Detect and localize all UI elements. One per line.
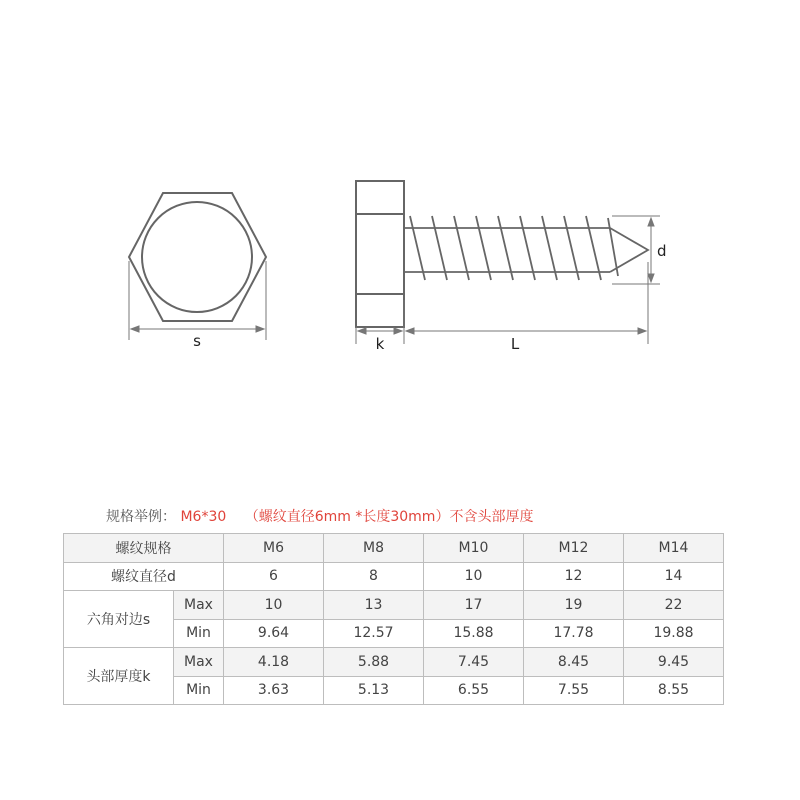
caption-note: （螺纹直径6mm *长度30mm）不含头部厚度 xyxy=(244,509,534,525)
table-row-k-max xyxy=(64,648,724,677)
k-label-cell: 头部厚度k xyxy=(64,648,174,705)
size-cell: M12 xyxy=(524,534,624,563)
d-cell: 8 xyxy=(324,562,424,591)
min-label: Min xyxy=(174,619,224,648)
k-max-cell: 8.45 xyxy=(524,648,624,677)
k-min-cell: 8.55 xyxy=(624,676,724,705)
k-l-dimension-lines xyxy=(356,262,648,344)
s-min-cell: 17.78 xyxy=(524,619,624,648)
spec-example-caption xyxy=(106,506,533,526)
size-cell: M14 xyxy=(624,534,724,563)
k-max-cell: 7.45 xyxy=(424,648,524,677)
size-cell: M6 xyxy=(224,534,324,563)
s-max-cell: 10 xyxy=(224,591,324,620)
k-label: k xyxy=(375,335,385,353)
s-dimension-line xyxy=(129,261,266,340)
s-min-cell: 19.88 xyxy=(624,619,724,648)
caption-prefix: 规格举例： xyxy=(106,509,176,525)
k-max-cell: 4.18 xyxy=(224,648,324,677)
size-cell: M10 xyxy=(424,534,524,563)
table-row-diameter xyxy=(64,562,724,591)
s-max-cell: 22 xyxy=(624,591,724,620)
spec-table xyxy=(63,533,724,705)
l-label: L xyxy=(510,335,520,353)
s-min-cell: 15.88 xyxy=(424,619,524,648)
k-max-cell: 5.88 xyxy=(324,648,424,677)
header-label: 螺纹规格 xyxy=(64,534,224,563)
s-max-cell: 19 xyxy=(524,591,624,620)
k-min-cell: 6.55 xyxy=(424,676,524,705)
s-min-cell: 12.57 xyxy=(324,619,424,648)
s-max-cell: 13 xyxy=(324,591,424,620)
diameter-label: 螺纹直径d xyxy=(64,562,224,591)
s-max-cell: 17 xyxy=(424,591,524,620)
caption-example: M6*30 xyxy=(180,509,227,525)
s-label-cell: 六角对边s xyxy=(64,591,174,648)
screw-shank-side-view xyxy=(404,216,648,280)
table-row-sizes xyxy=(64,534,724,563)
k-min-cell: 7.55 xyxy=(524,676,624,705)
screw-head-side-view xyxy=(356,181,404,327)
min-label: Min xyxy=(174,676,224,705)
k-min-cell: 5.13 xyxy=(324,676,424,705)
d-cell: 6 xyxy=(224,562,324,591)
k-min-cell: 3.63 xyxy=(224,676,324,705)
max-label: Max xyxy=(174,648,224,677)
size-cell: M8 xyxy=(324,534,424,563)
hex-head-front-view xyxy=(129,193,266,321)
s-min-cell: 9.64 xyxy=(224,619,324,648)
d-cell: 10 xyxy=(424,562,524,591)
table-row-s-max xyxy=(64,591,724,620)
d-label: d xyxy=(657,242,667,260)
d-dimension-line xyxy=(612,216,660,284)
d-cell: 12 xyxy=(524,562,624,591)
s-label: s xyxy=(193,332,201,350)
d-cell: 14 xyxy=(624,562,724,591)
max-label: Max xyxy=(174,591,224,620)
k-max-cell: 9.45 xyxy=(624,648,724,677)
